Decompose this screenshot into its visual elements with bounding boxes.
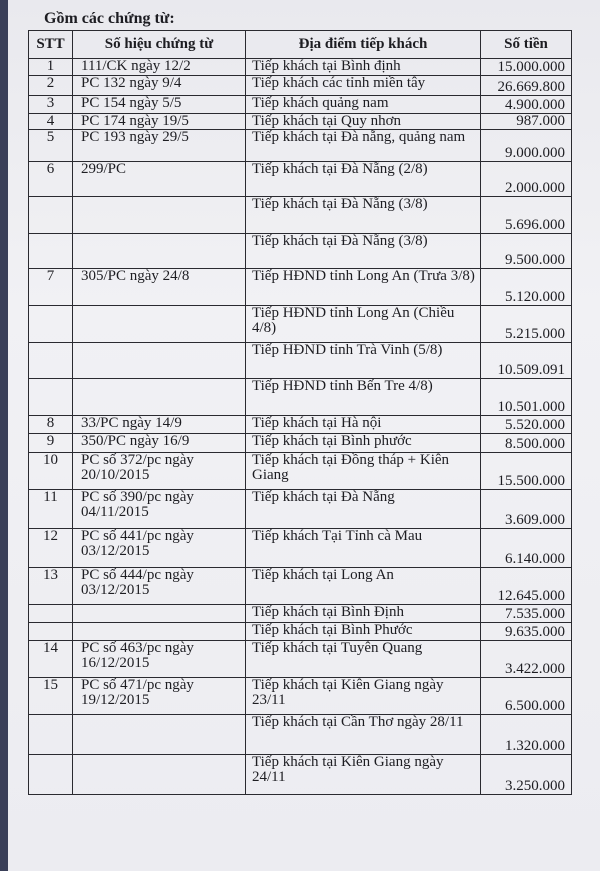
row-stt: 4 <box>29 114 73 130</box>
table-header-row <box>29 31 572 59</box>
row-location: Tiếp khách quảng nam <box>246 96 481 114</box>
row-amount: 15.000.000 <box>481 59 572 76</box>
row-location: Tiếp khách tại Đà Nẵng <box>246 490 481 529</box>
row-location: Tiếp khách tại Kiên Giang ngày 23/11 <box>246 678 481 715</box>
header-location: Địa điểm tiếp khách <box>246 31 481 59</box>
row-location: Tiếp khách Tại Tỉnh cà Mau <box>246 529 481 568</box>
document-page <box>8 0 600 871</box>
row-location: Tiếp khách tại Long An <box>246 568 481 605</box>
row-doc-number <box>73 623 246 641</box>
row-location: Tiếp khách tại Cần Thơ ngày 28/11 <box>246 715 481 755</box>
row-amount: 3.422.000 <box>481 641 572 678</box>
row-amount: 5.120.000 <box>481 269 572 306</box>
row-location: Tiếp khách tại Đồng tháp + Kiên Giang <box>246 453 481 490</box>
row-stt: 11 <box>29 490 73 529</box>
row-location: Tiếp khách tại Bình Phước <box>246 623 481 641</box>
row-location: Tiếp khách tại Kiên Giang ngày 24/11 <box>246 755 481 795</box>
row-doc-number <box>73 234 246 269</box>
row-doc-number <box>73 343 246 379</box>
table-row <box>29 130 572 162</box>
row-doc-number: 305/PC ngày 24/8 <box>73 269 246 306</box>
row-doc-number <box>73 306 246 343</box>
table-row <box>29 76 572 96</box>
table-row <box>29 678 572 715</box>
row-doc-number: 111/CK ngày 12/2 <box>73 59 246 76</box>
row-amount: 3.609.000 <box>481 490 572 529</box>
row-doc-number: PC số 441/pc ngày 03/12/2015 <box>73 529 246 568</box>
row-amount: 3.250.000 <box>481 755 572 795</box>
row-doc-number <box>73 755 246 795</box>
row-stt: 7 <box>29 269 73 306</box>
row-stt: 8 <box>29 416 73 434</box>
row-doc-number <box>73 379 246 416</box>
row-amount: 9.000.000 <box>481 130 572 162</box>
row-doc-number: PC số 444/pc ngày 03/12/2015 <box>73 568 246 605</box>
row-amount: 5.215.000 <box>481 306 572 343</box>
table-row <box>29 379 572 416</box>
voucher-table <box>28 30 572 795</box>
row-doc-number: PC 174 ngày 19/5 <box>73 114 246 130</box>
table-row <box>29 197 572 234</box>
row-amount: 8.500.000 <box>481 434 572 453</box>
row-stt: 9 <box>29 434 73 453</box>
row-location: Tiếp khách tại Đà Nẵng (2/8) <box>246 162 481 197</box>
row-location: Tiếp khách tại Quy nhơn <box>246 114 481 130</box>
row-location: Tiếp khách tại Hà nội <box>246 416 481 434</box>
row-amount: 7.535.000 <box>481 605 572 623</box>
row-stt <box>29 234 73 269</box>
table-row <box>29 416 572 434</box>
table-row <box>29 623 572 641</box>
row-amount: 1.320.000 <box>481 715 572 755</box>
row-amount: 10.509.091 <box>481 343 572 379</box>
row-amount: 26.669.800 <box>481 76 572 96</box>
table-row <box>29 269 572 306</box>
row-doc-number: PC số 463/pc ngày 16/12/2015 <box>73 641 246 678</box>
table-row <box>29 715 572 755</box>
row-stt <box>29 715 73 755</box>
row-location: Tiếp khách các tỉnh miền tây <box>246 76 481 96</box>
row-location: Tiếp khách tại Bình phước <box>246 434 481 453</box>
table-row <box>29 641 572 678</box>
row-stt: 2 <box>29 76 73 96</box>
table-row <box>29 59 572 76</box>
row-location: Tiếp HĐND tỉnh Long An (Chiều 4/8) <box>246 306 481 343</box>
header-stt: STT <box>29 31 73 59</box>
table-row <box>29 434 572 453</box>
row-stt <box>29 343 73 379</box>
row-stt: 15 <box>29 678 73 715</box>
row-amount: 15.500.000 <box>481 453 572 490</box>
row-location: Tiếp khách tại Đà nẵng, quảng nam <box>246 130 481 162</box>
header-doc-number: Số hiệu chứng từ <box>73 31 246 59</box>
row-location: Tiếp khách tại Đà Nẵng (3/8) <box>246 234 481 269</box>
row-stt <box>29 306 73 343</box>
row-location: Tiếp HĐND tỉnh Bến Tre 4/8) <box>246 379 481 416</box>
row-doc-number <box>73 605 246 623</box>
row-doc-number: PC 154 ngày 5/5 <box>73 96 246 114</box>
row-amount: 12.645.000 <box>481 568 572 605</box>
row-location: Tiếp khách tại Bình Định <box>246 605 481 623</box>
row-location: Tiếp khách tại Bình định <box>246 59 481 76</box>
row-stt <box>29 605 73 623</box>
row-stt <box>29 755 73 795</box>
row-amount: 987.000 <box>481 114 572 130</box>
row-location: Tiếp HĐND tỉnh Long An (Trưa 3/8) <box>246 269 481 306</box>
row-stt: 5 <box>29 130 73 162</box>
table-row <box>29 114 572 130</box>
row-stt: 14 <box>29 641 73 678</box>
row-doc-number: 350/PC ngày 16/9 <box>73 434 246 453</box>
row-amount: 10.501.000 <box>481 379 572 416</box>
row-stt <box>29 379 73 416</box>
row-amount: 6.500.000 <box>481 678 572 715</box>
row-location: Tiếp khách tại Đà Nẵng (3/8) <box>246 197 481 234</box>
row-stt <box>29 197 73 234</box>
row-stt: 13 <box>29 568 73 605</box>
row-stt: 3 <box>29 96 73 114</box>
document-heading: Gồm các chứng từ: <box>44 10 175 27</box>
row-amount: 6.140.000 <box>481 529 572 568</box>
row-doc-number: PC số 372/pc ngày 20/10/2015 <box>73 453 246 490</box>
row-amount: 9.500.000 <box>481 234 572 269</box>
row-stt: 1 <box>29 59 73 76</box>
row-doc-number: PC số 471/pc ngày 19/12/2015 <box>73 678 246 715</box>
table-row <box>29 755 572 795</box>
table-row <box>29 490 572 529</box>
table-row <box>29 234 572 269</box>
table-row <box>29 529 572 568</box>
table-row <box>29 96 572 114</box>
table-row <box>29 568 572 605</box>
row-stt: 12 <box>29 529 73 568</box>
row-amount: 9.635.000 <box>481 623 572 641</box>
row-location: Tiếp HĐND tỉnh Trà Vinh (5/8) <box>246 343 481 379</box>
row-doc-number: PC số 390/pc ngày 04/11/2015 <box>73 490 246 529</box>
row-amount: 4.900.000 <box>481 96 572 114</box>
row-doc-number: 299/PC <box>73 162 246 197</box>
table-row <box>29 306 572 343</box>
row-amount: 5.696.000 <box>481 197 572 234</box>
header-amount: Số tiền <box>481 31 572 59</box>
row-stt <box>29 623 73 641</box>
table-body <box>29 59 572 795</box>
row-amount: 2.000.000 <box>481 162 572 197</box>
row-doc-number <box>73 715 246 755</box>
row-location: Tiếp khách tại Tuyên Quang <box>246 641 481 678</box>
row-amount: 5.520.000 <box>481 416 572 434</box>
table-row <box>29 605 572 623</box>
table-row <box>29 162 572 197</box>
row-stt: 10 <box>29 453 73 490</box>
row-doc-number: PC 132 ngày 9/4 <box>73 76 246 96</box>
table-row <box>29 343 572 379</box>
row-stt: 6 <box>29 162 73 197</box>
row-doc-number: PC 193 ngày 29/5 <box>73 130 246 162</box>
table-row <box>29 453 572 490</box>
row-doc-number: 33/PC ngày 14/9 <box>73 416 246 434</box>
row-doc-number <box>73 197 246 234</box>
